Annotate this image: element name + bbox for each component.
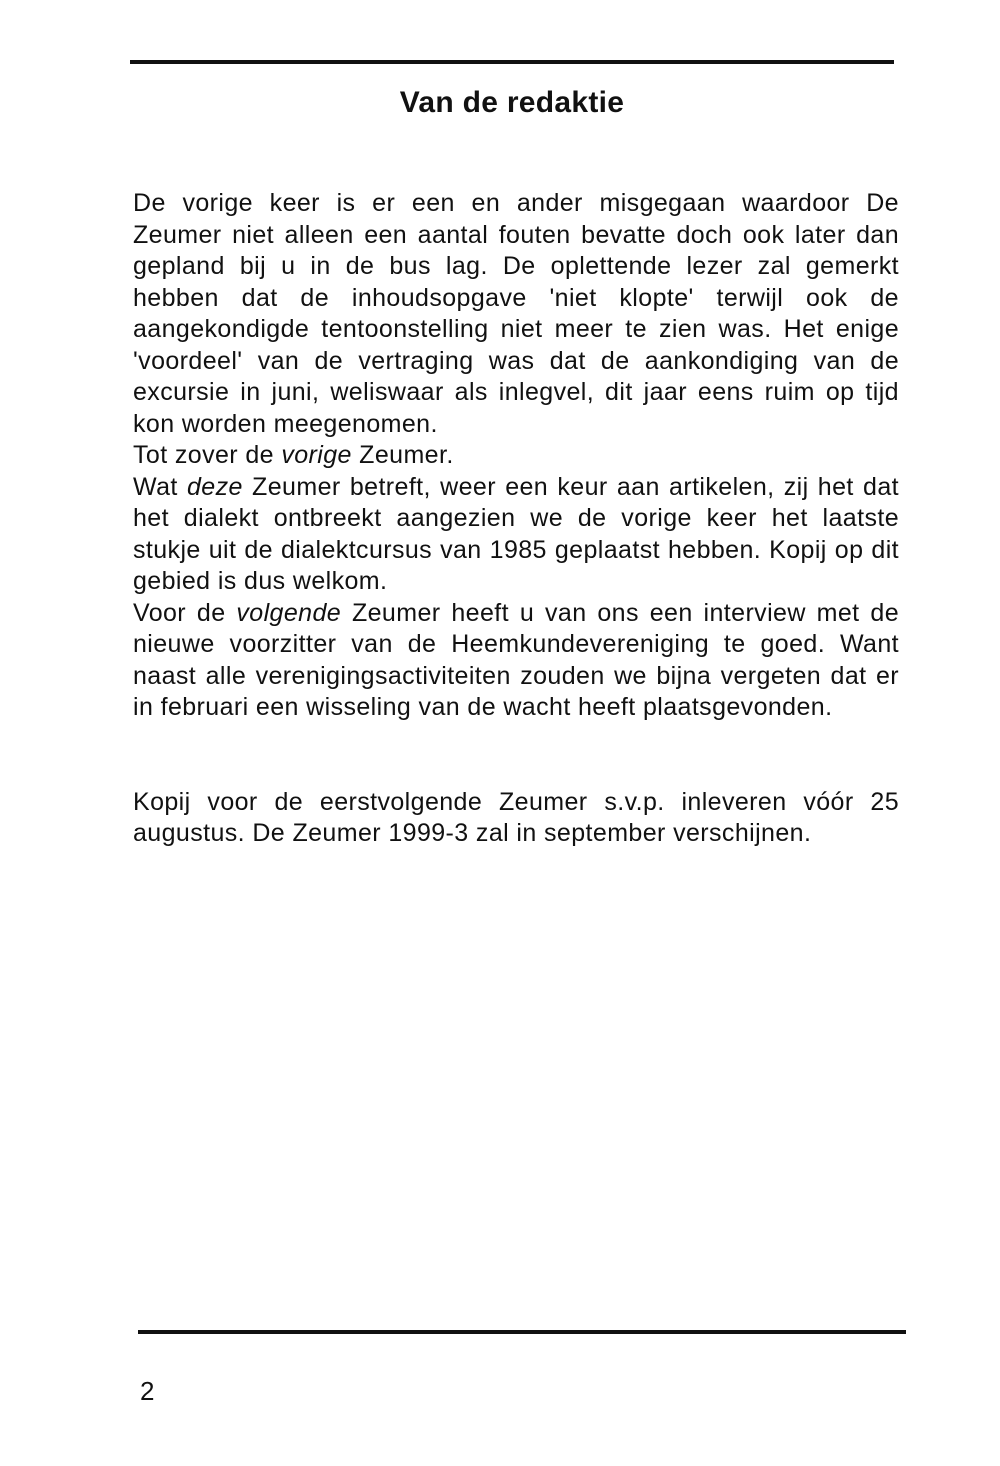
- paragraph-text: De vorige keer is er een en ander misgegaan waardoor De Zeumer niet alleen een aantal fouten bevatte doch ook later dan gepland bij u in de bus lag. De oplettende lezer zal gemerkt hebben dat de inhoudsopgave 'niet klopte' terwijl ook de aangekondigde tentoonstelling niet meer te zien was. Het enige 'voordeel' van de vertraging was dat de aankondiging van de excursie in juni, weliswaar als inlegvel, dit jaar eens ruim op tijd kon worden meegenomen.: [133, 189, 899, 438]
- paragraph-text: Tot zover de: [133, 441, 282, 469]
- page-title: Van de redaktie: [399, 86, 625, 119]
- emphasis-text: volgende: [236, 598, 342, 627]
- paragraph-intro: [133, 188, 899, 440]
- paragraph-this-issue: [133, 472, 899, 598]
- article-body: [133, 188, 899, 850]
- paragraph-text: Voor de: [133, 598, 237, 627]
- top-rule: [130, 60, 894, 64]
- bottom-rule: [138, 1330, 906, 1334]
- paragraph-spacer: [133, 724, 899, 787]
- paragraph-deadline: [133, 787, 899, 850]
- emphasis-text: deze: [186, 472, 243, 501]
- paragraph-text: Zeumer betreft, weer een keur aan artikelen, zij het dat het dialekt ontbreekt aangezien we de vorige keer het laatste stukje uit de dialektcursus van 1985 geplaatst hebben. Kopij op dit gebied is dus welkom.: [133, 472, 899, 595]
- paragraph-text: Kopij voor de eerstvolgende Zeumer s.v.p. inleveren vóór 25 augustus. De Zeumer 1999-3 zal in september verschijnen.: [133, 787, 899, 847]
- paragraph-previous: [133, 440, 899, 472]
- paragraph-text: Zeumer.: [351, 441, 454, 469]
- paragraph-next-issue: [133, 598, 899, 724]
- page-number: 2: [140, 1376, 155, 1406]
- paragraph-text: Wat: [133, 472, 187, 501]
- emphasis-text: vorige: [281, 441, 352, 469]
- paragraph-text: Zeumer heeft u van ons een interview met de nieuwe voorzitter van de Heemkundevereniging te goed. Want naast alle verenigingsactiviteiten zouden we bijna vergeten dat er in februari een wisseling van de wacht heeft plaatsgevonden.: [133, 598, 900, 721]
